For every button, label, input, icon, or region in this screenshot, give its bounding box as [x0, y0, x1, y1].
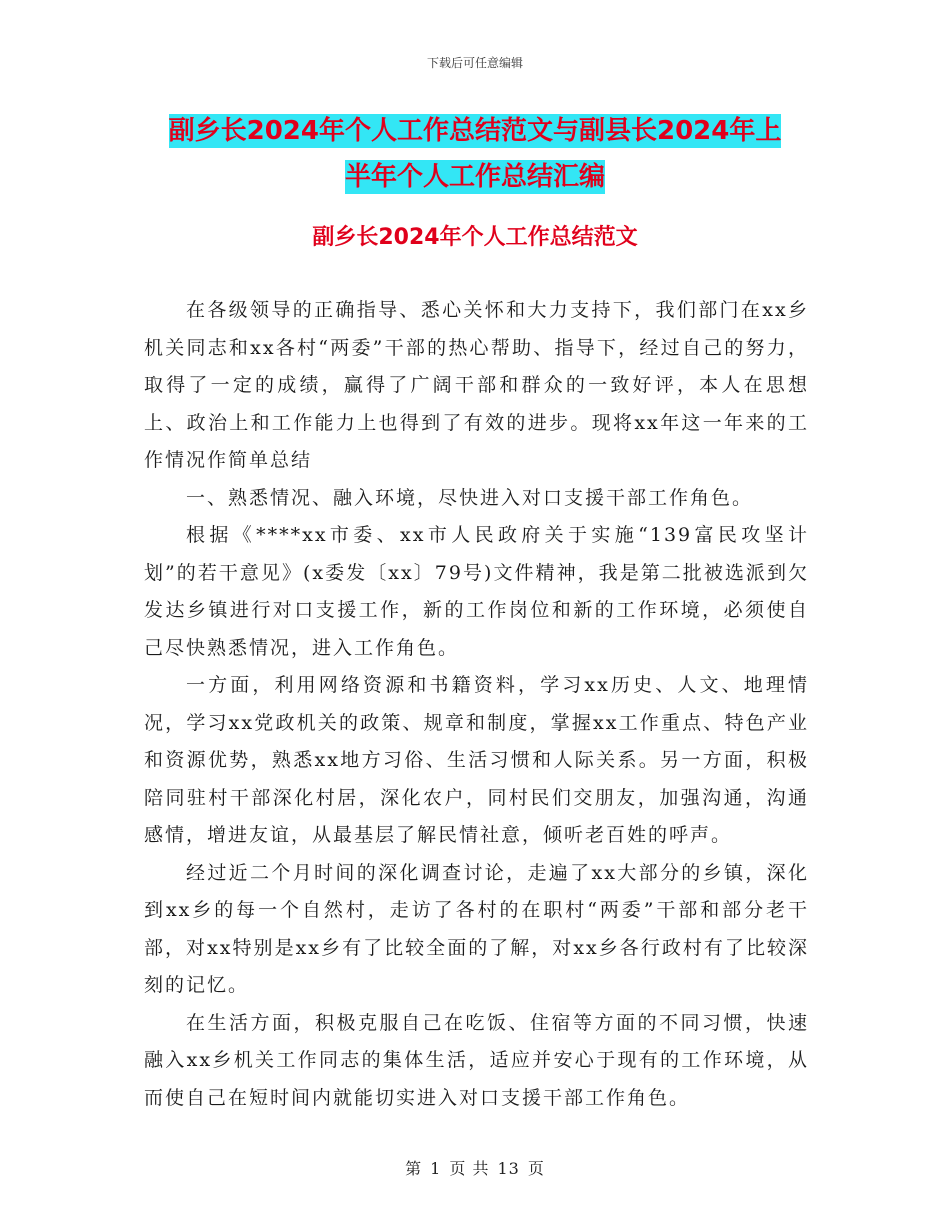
- paragraph: 根据《****xx市委、xx市人民政府关于实施“139富民攻坚计划”的若干意见》(x委发〔xx〕79号)文件精神，我是第二批被选派到欠发达乡镇进行对口支援工作，新的工作岗位和新的工作环境，必须使自己尽快熟悉情况，进入工作角色。: [144, 524, 809, 659]
- paragraph: 在各级领导的正确指导、悉心关怀和大力支持下，我们部门在xx乡机关同志和xx各村“两委”干部的热心帮助、指导下，经过自己的努力，取得了一定的成绩，赢得了广阔干部和群众的一致好评，本人在思想上、政治上和工作能力上也得到了有效的进步。现将xx年这一年来的工作情况作简单总结: [144, 299, 809, 471]
- document-title-line-2: [0, 154, 950, 200]
- paragraph: 在生活方面，积极克服自己在吃饭、住宿等方面的不同习惯，快速融入xx乡机关工作同志的集体生活，适应并安心于现有的工作环境，从而使自己在短时间内就能切实进入对口支援干部工作角色。: [144, 1011, 809, 1109]
- page-suffix: 页: [527, 1159, 545, 1178]
- title-highlight: 副乡长2024年个人工作总结范文与副县长2024年上: [168, 116, 782, 146]
- title-highlight: 半年个人工作总结汇编: [344, 162, 605, 192]
- page-number: 1: [430, 1159, 442, 1178]
- page-footer: [0, 1156, 950, 1179]
- paragraph: 经过近二个月时间的深化调查讨论，走遍了xx大部分的乡镇，深化到xx乡的每一个自然村，走访了各村的在职村“两委”干部和部分老干部，对xx特别是xx乡有了比较全面的了解，对xx乡各行政村有了比较深刻的记忆。: [144, 861, 809, 996]
- page-prefix: 第: [405, 1159, 423, 1178]
- page-total: 13: [497, 1159, 520, 1178]
- paragraph: 一、熟悉情况、融入环境，尽快进入对口支援干部工作角色。: [186, 486, 754, 509]
- section-title: 副乡长2024年个人工作总结范文: [312, 225, 638, 250]
- document-title-line-1: [0, 108, 950, 154]
- body-text: [144, 292, 809, 1117]
- page-header-note: 下载后可任意编辑: [426, 56, 523, 70]
- paragraph: 一方面，利用网络资源和书籍资料，学习xx历史、人文、地理情况，学习xx党政机关的政策、规章和制度，掌握xx工作重点、特色产业和资源优势，熟悉xx地方习俗、生活习惯和人际关系。另一方面，积极陪同驻村干部深化村居，深化农户，同村民们交朋友，加强沟通，沟通感情，增进友谊，从最基层了解民情社意，倾听老百姓的呼声。: [144, 674, 809, 846]
- document-title: [0, 108, 950, 200]
- page-mid: 页 共: [449, 1159, 490, 1178]
